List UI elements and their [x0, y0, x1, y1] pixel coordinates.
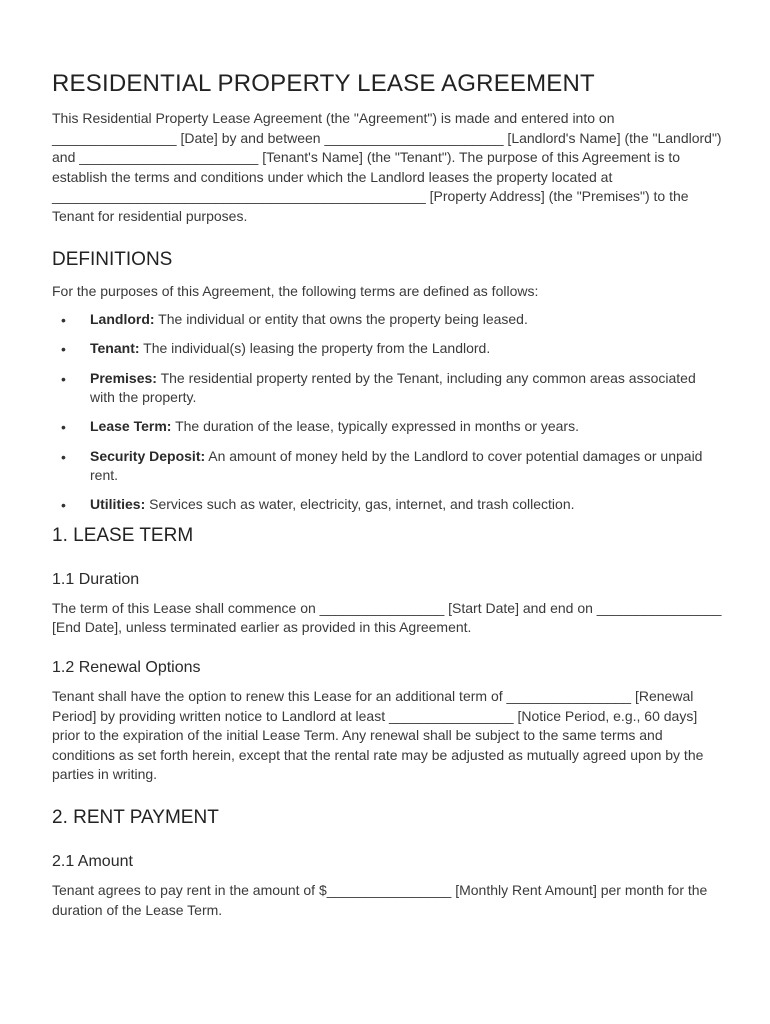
document-title: RESIDENTIAL PROPERTY LEASE AGREEMENT — [52, 70, 595, 97]
definition-text: An amount of money held by the Landlord to cover potential damages or unpaid rent. — [90, 447, 703, 484]
definition-text: The individual or entity that owns the property being leased. — [154, 311, 528, 328]
subsection-heading-amount: 2.1 Amount — [52, 853, 133, 871]
subsection-heading-renewal: 1.2 Renewal Options — [52, 659, 201, 677]
section-heading-rent-payment: 2. RENT PAYMENT — [52, 807, 219, 829]
definition-text: The duration of the lease, typically expressed in months or years. — [171, 418, 579, 435]
bullet-icon: • — [61, 419, 66, 436]
definition-text: The residential property rented by the Tenant, including any common areas associated with the property. — [90, 369, 696, 406]
definition-item-lease-term — [52, 417, 720, 437]
bullet-icon: • — [61, 312, 66, 329]
bullet-icon: • — [61, 341, 66, 358]
duration-paragraph: The term of this Lease shall commence on ________________ [Start Date] and end on ________________ [End Date], unless terminated earlier as provided in this Agreement. — [52, 599, 722, 636]
definitions-heading: DEFINITIONS — [52, 248, 173, 270]
amount-paragraph: Tenant agrees to pay rent in the amount of $________________ [Monthly Rent Amount] per month for the duration of the Lease Term. — [52, 882, 708, 918]
definition-term: Premises: — [90, 369, 157, 386]
definition-item-security-deposit — [52, 447, 720, 486]
definitions-intro: For the purposes of this Agreement, the following terms are defined as follows: — [52, 282, 539, 299]
bullet-icon: • — [61, 370, 66, 387]
definition-term: Tenant: — [90, 340, 140, 357]
definition-text: The individual(s) leasing the property from the Landlord. — [139, 340, 491, 357]
definition-term: Security Deposit: — [90, 447, 206, 464]
definition-term: Landlord: — [90, 311, 155, 328]
intro-paragraph: This Residential Property Lease Agreement (the "Agreement") is made and entered into on ________________ [Date] by and between _______________________ [Landlord's Name] (the "Landlord") and _______________________ [Tenant's Name] (the "Tenant"). The purpose of this Agreement is to establish the terms and conditions under which the Landlord leases the property located at ________________________________________________ [Property Address] (the "Premises") to the Tenant for residential purposes. — [52, 110, 722, 224]
renewal-paragraph: Tenant shall have the option to renew this Lease for an additional term of ________________ [Renewal Period] by providing written notice to Landlord at least ________________ [Notice Period, e.g., 60 days] prior to the expiration of the initial Lease Term. Any renewal shall be subject to the same terms and conditions as set forth herein, except that the rental rate may be adjusted as mutually agreed upon by the parties in writing. — [52, 688, 704, 783]
definitions-list — [52, 310, 730, 515]
definition-item-utilities — [52, 495, 720, 515]
subsection-heading-duration: 1.1 Duration — [52, 570, 140, 588]
definition-text: Services such as water, electricity, gas, internet, and trash collection. — [145, 496, 575, 513]
definition-item-tenant — [52, 339, 720, 359]
definition-term: Lease Term: — [90, 418, 172, 435]
bullet-icon: • — [61, 497, 66, 514]
section-heading-lease-term: 1. LEASE TERM — [52, 524, 194, 546]
definition-item-landlord — [52, 310, 720, 330]
definition-item-premises — [52, 369, 720, 408]
definition-term: Utilities: — [90, 496, 146, 513]
bullet-icon: • — [61, 448, 66, 465]
